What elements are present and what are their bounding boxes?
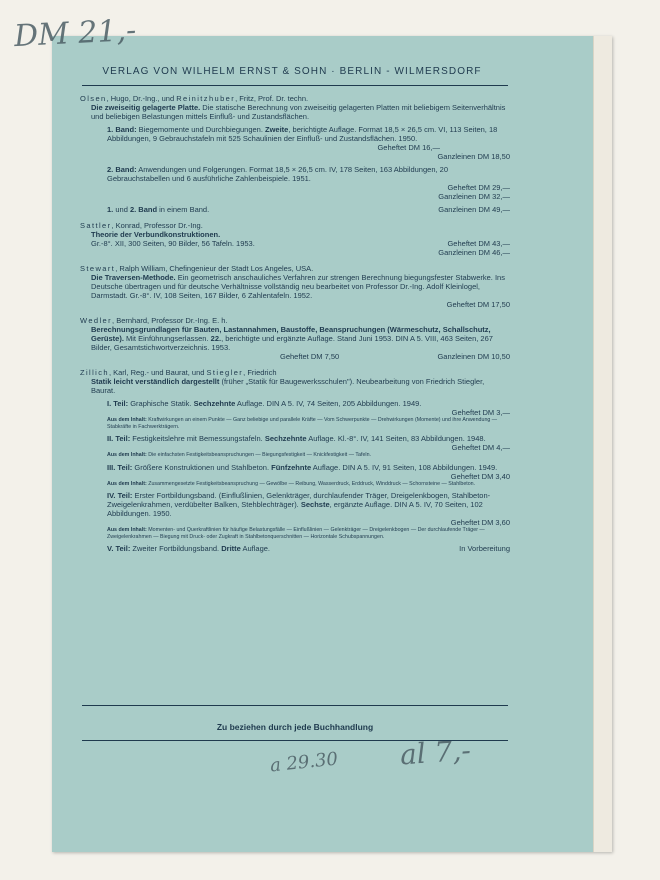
author-line: [80, 264, 510, 273]
author-detail: , Fritz, Prof. Dr. techn.: [235, 94, 309, 103]
contents-label: Aus dem Inhalt:: [107, 452, 147, 458]
part-text: Auflage. DIN A 5. IV, 91 Seiten, 108 Abbildungen. 1949.: [311, 462, 498, 472]
part-contents: [107, 417, 510, 430]
volume-combined: [80, 205, 510, 214]
part-contents: [107, 452, 510, 459]
contents-text: Die einfachsten Festigkeitsbeanspruchungen — Biegungsfestigkeit — Knickfestigkeit — Tafeln.: [146, 452, 371, 458]
volume-label: 1.: [107, 205, 114, 214]
book-title: Statik leicht verständlich dargestellt: [91, 377, 220, 386]
author-line: [80, 94, 510, 103]
edition-label: Dritte: [221, 544, 241, 553]
volume-text: Anwendungen und Folgerungen. Format 18,5 × 26,5 cm. IV, 178 Seiten, 163 Abbildungen, 20 Gebrauchstabellen und 6 ausführliche Zahlenbeispiele. 1951.: [107, 165, 449, 183]
author-name: Stewart: [80, 264, 116, 273]
part-text: Festigkeitslehre mit Bemessungstafeln.: [130, 434, 265, 443]
price-row: [80, 352, 510, 361]
book-desc: Ein geometrisch anschauliches Verfahren zur strengen Berechnung biegungsfester Stabwerke. Ins Deutsche übertragen und für deutsche Verhältnisse vollständig neu bearbeitet von Professor Dr.-Ing. Adolf Kleinlogel, Darmstadt. Gr.-8°. IV, 108 Seiten, 167 Bilder, 6 Zahlentafeln. 1952.: [91, 273, 505, 300]
footer-rule-bottom: [82, 740, 508, 741]
part-text: Auflage. DIN A 5. IV, 74 Seiten, 205 Abbildungen. 1949.: [235, 399, 422, 408]
author-name: Zillich: [80, 368, 109, 377]
entry-wedler: [80, 316, 510, 361]
book-list: [80, 94, 510, 560]
price-paper: Geheftet DM 4,—: [451, 443, 510, 452]
price-paper: Geheftet DM 29,—: [447, 183, 510, 192]
author-detail: , Konrad, Professor Dr.-Ing.: [111, 221, 203, 230]
book-description: [80, 273, 510, 300]
part-1: [80, 399, 510, 430]
volume-text: in einem Band.: [157, 205, 210, 214]
part-text: Graphische Statik.: [128, 399, 194, 408]
edition-label: Sechzehnte: [264, 434, 307, 443]
author-detail: , Ralph William, Chefingenieur der Stadt Los Angeles, USA.: [115, 264, 314, 273]
book-title: Theorie der Verbundkonstruktionen.: [91, 230, 221, 239]
volume-label: 1. Band:: [107, 125, 137, 134]
book-desc: Mit Einführungserlassen.: [123, 334, 211, 343]
price-cloth: Ganzleinen DM 32,—: [438, 192, 510, 201]
part-label: I. Teil:: [107, 399, 129, 408]
edition-label: Zweite: [265, 125, 289, 134]
contents-text: Kraftwirkungen an einem Punkte — Ganz beliebige und parallele Kräfte — Vom Schwerpunkte — Drehwirkungen (Momente) und ihre Anwendung — Stabkräfte in Fachwerkträgern.: [107, 417, 498, 430]
price-cloth: Ganzleinen DM 49,—: [438, 205, 510, 214]
part-text: Zweiter Fortbildungsband.: [130, 544, 222, 553]
part-text: Auflage.: [240, 544, 271, 553]
author-name: Wedler: [80, 316, 113, 325]
price-cloth: Ganzleinen DM 18,50: [437, 152, 510, 161]
volume-text: , berichtigte Auflage. Format 18,5 × 26,5 cm. VI, 113 Seiten, 18 Abbildungen, 9 Gebrauchstafeln mit 525 Schaulinien der Einfluß- und Zustandsflächen. 1950.: [107, 125, 498, 143]
author-name: Olsen: [80, 94, 107, 103]
price-paper: Geheftet DM 3,60: [450, 518, 510, 527]
author-detail: , Hugo, Dr.-Ing., und: [106, 94, 177, 103]
handwritten-note-bottom-left: a 29.30: [269, 748, 339, 777]
author-name: Reinitzhuber: [176, 94, 236, 103]
contents-label: Aus dem Inhalt:: [107, 480, 147, 487]
book-description: [80, 377, 510, 395]
edition-label: Fünfzehnte: [271, 462, 312, 472]
footer-note: Zu beziehen durch jede Buchhandlung: [216, 722, 374, 732]
part-text: Auflage. Kl.-8°. IV, 141 Seiten, 83 Abbildungen. 1948.: [306, 434, 486, 443]
author-detail: , Karl, Reg.- und Baurat, und: [108, 368, 207, 377]
volume-label: 2. Band:: [107, 165, 137, 174]
book-desc: , berichtigte und ergänzte Auflage. Stand Juni 1953. DIN A 5. VIII, 463 Seiten, 267 Bilder, Gesamtstichwortverzeichnis. 1953.: [91, 334, 493, 352]
entry-olsen: [80, 94, 510, 214]
edition-label: Sechste: [300, 500, 330, 509]
book-desc: (früher „Statik für Baugewerksschulen"). Neubearbeitung von Friedrich Stiegler, Baurat.: [91, 377, 485, 395]
edition-label: 22.: [210, 334, 222, 343]
book-desc-row: [80, 239, 510, 248]
part-label: III. Teil:: [107, 462, 133, 472]
entry-sattler: [80, 221, 510, 257]
header-rule: [82, 85, 508, 86]
price-cloth: Ganzleinen DM 10,50: [437, 352, 510, 361]
entry-zillich: [80, 368, 510, 553]
author-detail: , Friedrich: [243, 368, 277, 377]
part-label: V. Teil:: [107, 544, 131, 553]
book-spine-edge: [593, 36, 612, 852]
book-desc: Die statische Berechnung von zweiseitig gelagerten Platten mit beliebigem Seitenverhältnis und beliebigen Belastungen mittels Einfluß- und Zustandsflächen.: [91, 103, 506, 121]
contents-text: Momenten- und Querkraftlinien für häufige Belastungsfälle — Einflußlinien — Gelenkträger — Dreigelenkbogen — Der durchlaufende Träger — Zweigelenkrahmen — Biegung mit Druck- oder Zugkraft in Stahlbetonquerschnitten — Horizontale Schubspannungen.: [107, 527, 485, 540]
author-detail: , Bernhard, Professor Dr.-Ing. E. h.: [112, 316, 228, 325]
author-line: [80, 221, 510, 230]
volume-text: Biegemomente und Durchbiegungen.: [136, 125, 266, 134]
handwritten-price-top: DM 21,-: [13, 12, 137, 55]
price-cloth: Ganzleinen DM 46,—: [438, 248, 510, 257]
part-text: Größere Konstruktionen und Stahlbeton.: [132, 462, 272, 472]
book-title: Die Traversen-Methode.: [91, 273, 176, 282]
author-name: Stiegler: [206, 368, 244, 377]
part-4: [80, 491, 510, 540]
publisher-header: VERLAG VON WILHELM ERNST & SOHN · BERLIN - WILMERSDORF: [102, 66, 482, 77]
part-label: II. Teil:: [107, 434, 131, 443]
footer-rule-top: [82, 705, 508, 706]
part-text: Erster Fortbildungsband. (Einflußlinien, Gelenkträger, durchlaufender Träger, Dreigelenkbogen, Stahlbeton-Zweigelenkrahmen, verdübelter Balken, Stehblechträger).: [107, 491, 491, 509]
contents-text: Zusammengesetzte Festigkeitsbeanspruchung — Gewölbe — Reibung, Wasserdruck, Erddruck, Winddruck — Schornsteine — Stahlbeton.: [146, 480, 476, 487]
price-paper: Geheftet DM 7,50: [280, 352, 340, 361]
price-paper: Geheftet DM 3,—: [451, 408, 510, 417]
part-text: , ergänzte Auflage. DIN A 5. IV, 70 Seiten, 102 Abbildungen. 1950.: [107, 500, 483, 518]
author-line: [80, 316, 510, 325]
volume-2: [80, 165, 510, 201]
author-name: Sattler: [80, 221, 112, 230]
price-paper: Geheftet DM 16,—: [377, 143, 440, 152]
availability-status: In Vorbereitung: [459, 544, 510, 553]
part-contents: [107, 481, 510, 488]
author-line: [80, 368, 510, 377]
part-contents: [107, 527, 510, 540]
book-title: Die zweiseitig gelagerte Platte.: [91, 103, 201, 112]
price-paper: Geheftet DM 43,—: [447, 239, 510, 248]
part-2: [80, 434, 510, 459]
edition-label: Sechzehnte: [193, 399, 236, 408]
book-desc: Gr.-8°. XII, 300 Seiten, 90 Bilder, 56 Tafeln. 1953.: [91, 239, 255, 248]
volume-text: und: [113, 205, 130, 214]
volume-1: [80, 125, 510, 161]
contents-label: Aus dem Inhalt:: [107, 527, 147, 533]
book-description: [80, 103, 510, 121]
book-description: [80, 325, 510, 352]
volume-label: 2. Band: [129, 205, 158, 214]
handwritten-note-bottom-right: al 7,-: [398, 733, 472, 772]
book-title: Berechnungsgrundlagen für Bauten, Lastannahmen, Baustoffe, Beanspruchungen (Wärmeschutz, Schallschutz, Gerüste).: [91, 325, 491, 343]
entry-stewart: [80, 264, 510, 309]
price-paper: Geheftet DM 3,40: [450, 471, 510, 481]
contents-label: Aus dem Inhalt:: [107, 417, 147, 423]
part-label: IV. Teil:: [107, 491, 133, 500]
part-5: [80, 544, 510, 553]
part-3: [80, 463, 510, 488]
price-paper: Geheftet DM 17,50: [446, 300, 510, 309]
